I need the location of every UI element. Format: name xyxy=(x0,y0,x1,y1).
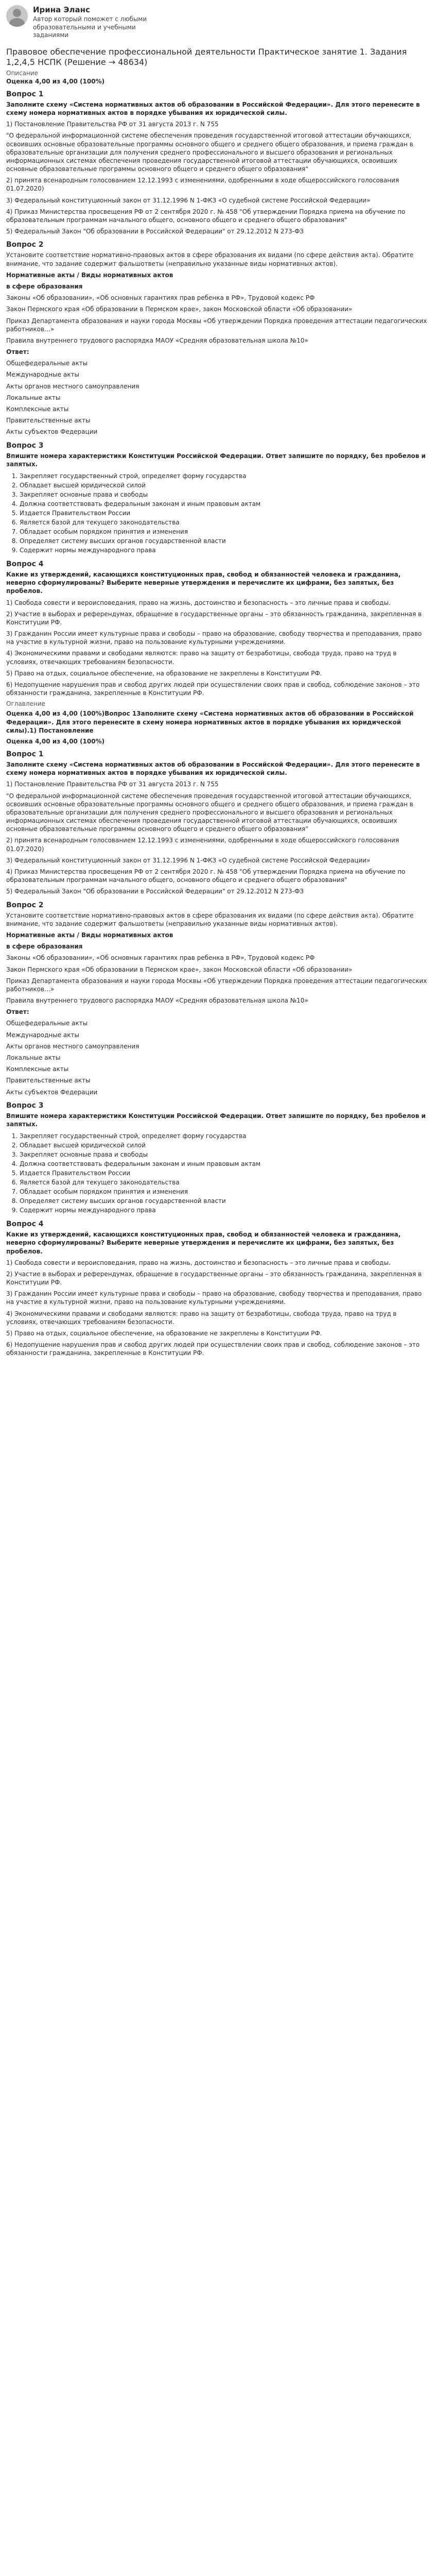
list-item: 1. Закрепляет государственный строй, определяет форму государства xyxy=(20,471,430,481)
author-name[interactable]: Ирина Эланс xyxy=(33,5,90,14)
list-item: 2) принята всенародным голосованием 12.12.1993 с изменениями, одобренными в ходе общероссийского голосования 01.07.2020) xyxy=(6,177,399,193)
question-prompt: Установите соответствие нормативно-правовых актов в сфере образования их видами (по сфере действия акта). Обратите внимание, что задание содержит фальшответы (неправильно указанные виды нормативных актов). xyxy=(6,251,414,267)
list-item: 1. Закрепляет государственный строй, определяет форму государства xyxy=(20,1131,430,1141)
table-header: Нормативные акты / Виды нормативных актов xyxy=(6,931,173,939)
list-item: Правила внутреннего трудового распорядка МАОУ «Средняя образовательная школа №10» xyxy=(6,997,308,1005)
list-item: 1) Постановление Правительства РФ от 31 августа 2013 г. N 755 xyxy=(6,781,219,788)
question-prompt: Впишите номера характеристики Конституции Российской Федерации. Ответ запишите по порядку, без пробелов и запятых. xyxy=(6,1112,426,1128)
list-item: 6. Является базой для текущего законодательства xyxy=(20,518,430,527)
answer-option: Акты субъектов Федерации xyxy=(6,1088,98,1096)
table-header: Нормативные акты / Виды нормативных актов xyxy=(6,271,173,279)
list-item: 8. Определяет систему высших органов государственной власти xyxy=(20,536,430,546)
score: Оценка 4,00 из 4,00 (100%) xyxy=(6,77,105,85)
list-item: Законы «Об образовании», «Об основных гарантиях прав ребенка в РФ», Трудовой кодекс РФ xyxy=(6,294,315,302)
answer-label: Ответ: xyxy=(6,1008,29,1016)
numbered-list xyxy=(6,1131,430,1215)
list-item: 5) Федеральный Закон "Об образовании в Российской Федерации" от 29.12.2012 N 273-ФЗ xyxy=(6,888,304,895)
answer-option: Международные акты xyxy=(6,371,79,379)
question-prompt: Заполните схему «Система нормативных актов об образовании в Российской Федерации». Для этого перенесите в схему номера нормативных актов в порядке убывания их юридической силы. xyxy=(6,100,420,116)
answer-option: Акты органов местного самоуправления xyxy=(6,1042,139,1050)
list-item: 5) Право на отдых, социальное обеспечение, на образование не закреплены в Конституции РФ. xyxy=(6,1330,322,1337)
list-item: Правила внутреннего трудового распорядка МАОУ «Средняя образовательная школа №10» xyxy=(6,336,308,344)
list-item: Закон Пермского края «Об образовании в Пермском крае», закон Московской области «Об образовании» xyxy=(6,965,353,973)
list-item: 1) Постановление Правительства РФ от 31 августа 2013 г. N 755 xyxy=(6,121,219,128)
answer-option: Международные акты xyxy=(6,1031,79,1039)
answer-option: Акты органов местного самоуправления xyxy=(6,382,139,390)
list-item: 9. Содержит нормы международного права xyxy=(20,546,430,555)
list-item: 7. Обладает особым порядком принятия и изменения xyxy=(20,527,430,536)
question-title: Вопрос 1 xyxy=(6,750,44,758)
list-item: 6) Недопущение нарушения прав и свобод других людей при осуществлении своих прав и свобод, соблюдение законов – это обязанности гражданина, закрепленные в Конституции РФ. xyxy=(6,1341,420,1357)
list-item: "О федеральной информационной системе обеспечения проведения государственной итоговой аттестации обучающихся, освоивших основные образовательные программы основного общего и среднего общего образования, и приема граждан в образовательные организации для получения среднего профессионального и высшего образования и региональных информационных системах обеспечения проведения государственной итоговой аттестации обучающихся, освоивших основные образовательные программы основного общего и среднего общего образования" xyxy=(6,792,413,833)
question-prompt: Заполните схему «Система нормативных актов об образовании в Российской Федерации». Для этого перенесите в схему номера нормативных актов в порядке убывания их юридической силы. xyxy=(6,760,420,777)
question-title: Вопрос 2 xyxy=(6,901,44,909)
list-item: 4) Приказ Министерства просвещения РФ от 2 сентября 2020 г. № 458 "Об утверждении Порядка приема на обучение по образовательным программам начального общего, основного общего и среднего общего образования" xyxy=(6,208,406,224)
description-label: Описание xyxy=(6,69,39,77)
list-item: 3) Гражданин России имеет культурные права и свободы – право на образование, свободу творчества и преподавания, право на участие в культурной жизни, право на пользование культурными учреждениями. xyxy=(6,1290,422,1306)
question-title: Вопрос 2 xyxy=(6,241,44,249)
answer-option: Локальные акты xyxy=(6,1054,61,1062)
list-item: 2. Обладает высшей юридической силой xyxy=(20,481,430,490)
list-item: 4) Приказ Министерства просвещения РФ от 2 сентября 2020 г. № 458 "Об утверждении Порядка приема на обучение по образовательным программам начального общего, основного общего и среднего общего образования" xyxy=(6,868,406,884)
list-item: 2) принята всенародным голосованием 12.12.1993 с изменениями, одобренными в ходе общероссийского голосования 01.07.2020) xyxy=(6,837,399,853)
list-item: 1) Свобода совести и вероисповедания, право на жизнь, достоинство и безопасность – это личные права и свободы. xyxy=(6,599,391,606)
list-item: 4. Должна соответствовать федеральным законам и иным правовым актам xyxy=(20,1159,430,1168)
question-prompt: Впишите номера характеристики Конституции Российской Федерации. Ответ запишите по порядку, без пробелов и запятых. xyxy=(6,452,426,468)
list-item: 2) Участие в выборах и референдумах, обращение в государственные органы – это обязанность гражданина, закрепленная в Конституции РФ. xyxy=(6,1270,422,1286)
list-item: 5) Право на отдых, социальное обеспечение, на образование не закреплены в Конституции РФ. xyxy=(6,669,322,677)
author-info xyxy=(33,5,172,40)
toc-label: Оглавление xyxy=(6,700,45,708)
avatar[interactable] xyxy=(6,5,28,27)
numbered-list xyxy=(6,471,430,555)
list-item: Приказ Департамента образования и науки города Москвы «Об утверждении Порядка проведения аттестации педагогических работников…» xyxy=(6,977,427,993)
list-item: 4) Экономическими правами и свободами являются: право на защиту от безработицы, свобода труда, право на труд в условиях, отвечающих требованиям безопасности. xyxy=(6,1310,397,1326)
list-item: 5) Федеральный Закон "Об образовании в Российской Федерации" от 29.12.2012 N 273-ФЗ xyxy=(6,228,304,235)
list-item: 6) Недопущение нарушения прав и свобод других людей при осуществлении своих прав и свобод, соблюдение законов – это обязанности гражданина, закрепленные в Конституции РФ. xyxy=(6,681,420,697)
table-subheader: в сфере образования xyxy=(6,943,83,951)
question-title: Вопрос 1 xyxy=(6,90,44,98)
list-item: 9. Содержит нормы международного права xyxy=(20,1206,430,1215)
answer-option: Комплексные акты xyxy=(6,405,69,413)
answer-option: Комплексные акты xyxy=(6,1065,69,1073)
list-item: 4) Экономическими правами и свободами являются: право на защиту от безработицы, свобода труда, право на труд в условиях, отвечающих требованиям безопасности. xyxy=(6,650,397,666)
list-item: 5. Издается Правительством России xyxy=(20,1168,430,1178)
list-item: 3) Федеральный конституционный закон от 31.12.1996 N 1-ФКЗ «О судебной системе Российской Федерации» xyxy=(6,856,371,864)
list-item: 7. Обладает особым порядком принятия и изменения xyxy=(20,1187,430,1196)
list-item: 3. Закрепляет основные права и свободы xyxy=(20,490,430,499)
answer-option: Локальные акты xyxy=(6,394,61,401)
list-item: Приказ Департамента образования и науки города Москвы «Об утверждении Порядка проведения аттестации педагогических работников…» xyxy=(6,317,427,333)
score-repeat: Оценка 4,00 из 4,00 (100%) xyxy=(6,737,105,745)
list-item: 2) Участие в выборах и референдумах, обращение в государственные органы – это обязанность гражданина, закрепленная в Конституции РФ. xyxy=(6,610,422,626)
question-prompt: Какие из утверждений, касающихся конституционных прав, свобод и обязанностей человека и гражданина, неверно сформулированы? Выберите неверные утверждения и перечислите их цифрами, без запятых, без пробелов. xyxy=(6,570,401,595)
answer-option: Правительственные акты xyxy=(6,1077,91,1084)
document-title: Правовое обеспечение профессиональной деятельности Практическое занятие 1. Задания 1,2,4,5 НСПК (Решение → 48634) xyxy=(6,46,407,67)
list-item: "О федеральной информационной системе обеспечения проведения государственной итоговой аттестации обучающихся, освоивших основные образовательные программы основного общего и среднего общего образования, и приема граждан в образовательные организации для получения среднего профессионального и высшего образования и региональных информационных системах обеспечения проведения государственной итоговой аттестации обучающихся, освоивших основные образовательные программы основного общего и среднего общего образования" xyxy=(6,132,413,173)
answer-option: Акты субъектов Федерации xyxy=(6,428,98,436)
question-prompt: Какие из утверждений, касающихся конституционных прав, свобод и обязанностей человека и гражданина, неверно сформулированы? Выберите неверные утверждения и перечислите их цифрами, без запятых, без пробелов. xyxy=(6,1231,401,1255)
author-description: Автор который поможет с любыми образовательными и учебными заданиями xyxy=(33,15,147,39)
table-subheader: в сфере образования xyxy=(6,282,83,290)
list-item: Законы «Об образовании», «Об основных гарантиях прав ребенка в РФ», Трудовой кодекс РФ xyxy=(6,954,315,962)
answer-option: Общефедеральные акты xyxy=(6,1020,88,1027)
list-item: 5. Издается Правительством России xyxy=(20,509,430,518)
answer-label: Ответ: xyxy=(6,348,29,356)
question-title: Вопрос 4 xyxy=(6,560,44,568)
answer-option: Правительственные акты xyxy=(6,417,91,425)
question-title: Вопрос 3 xyxy=(6,1101,44,1110)
list-item: 4. Должна соответствовать федеральным законам и иным правовым актам xyxy=(20,499,430,509)
question-prompt: Установите соответствие нормативно-правовых актов в сфере образования их видами (по сфере действия акта). Обратите внимание, что задание содержит фальшответы (неправильно указанные виды нормативных актов). xyxy=(6,911,414,927)
list-item: 8. Определяет систему высших органов государственной власти xyxy=(20,1196,430,1206)
toc-text: Оценка 4,00 из 4,00 (100%)Вопрос 13аполните схему «Система нормативных актов об образовании в Российской Федерации». Для этого перенесите в схему номера нормативных актов в порядке убывания их юридической силы).1) Постановление xyxy=(6,710,414,734)
question-title: Вопрос 3 xyxy=(6,441,44,450)
question-title: Вопрос 4 xyxy=(6,1220,44,1229)
list-item: 2. Обладает высшей юридической силой xyxy=(20,1141,430,1150)
list-item: 6. Является базой для текущего законодательства xyxy=(20,1178,430,1187)
list-item: 3. Закрепляет основные права и свободы xyxy=(20,1150,430,1159)
list-item: Закон Пермского края «Об образовании в Пермском крае», закон Московской области «Об образовании» xyxy=(6,306,353,313)
list-item: 1) Свобода совести и вероисповедания, право на жизнь, достоинство и безопасность – это личные права и свободы. xyxy=(6,1259,391,1266)
section-toc xyxy=(6,750,430,1358)
section-description xyxy=(6,90,430,698)
author-card xyxy=(6,0,430,42)
answer-option: Общефедеральные акты xyxy=(6,360,88,367)
list-item: 3) Гражданин России имеет культурные права и свободы – право на образование, свободу творчества и преподавания, право на участие в культурной жизни, право на пользование культурными учреждениями. xyxy=(6,630,422,646)
list-item: 3) Федеральный конституционный закон от 31.12.1996 N 1-ФКЗ «О судебной системе Российской Федерации» xyxy=(6,196,371,204)
